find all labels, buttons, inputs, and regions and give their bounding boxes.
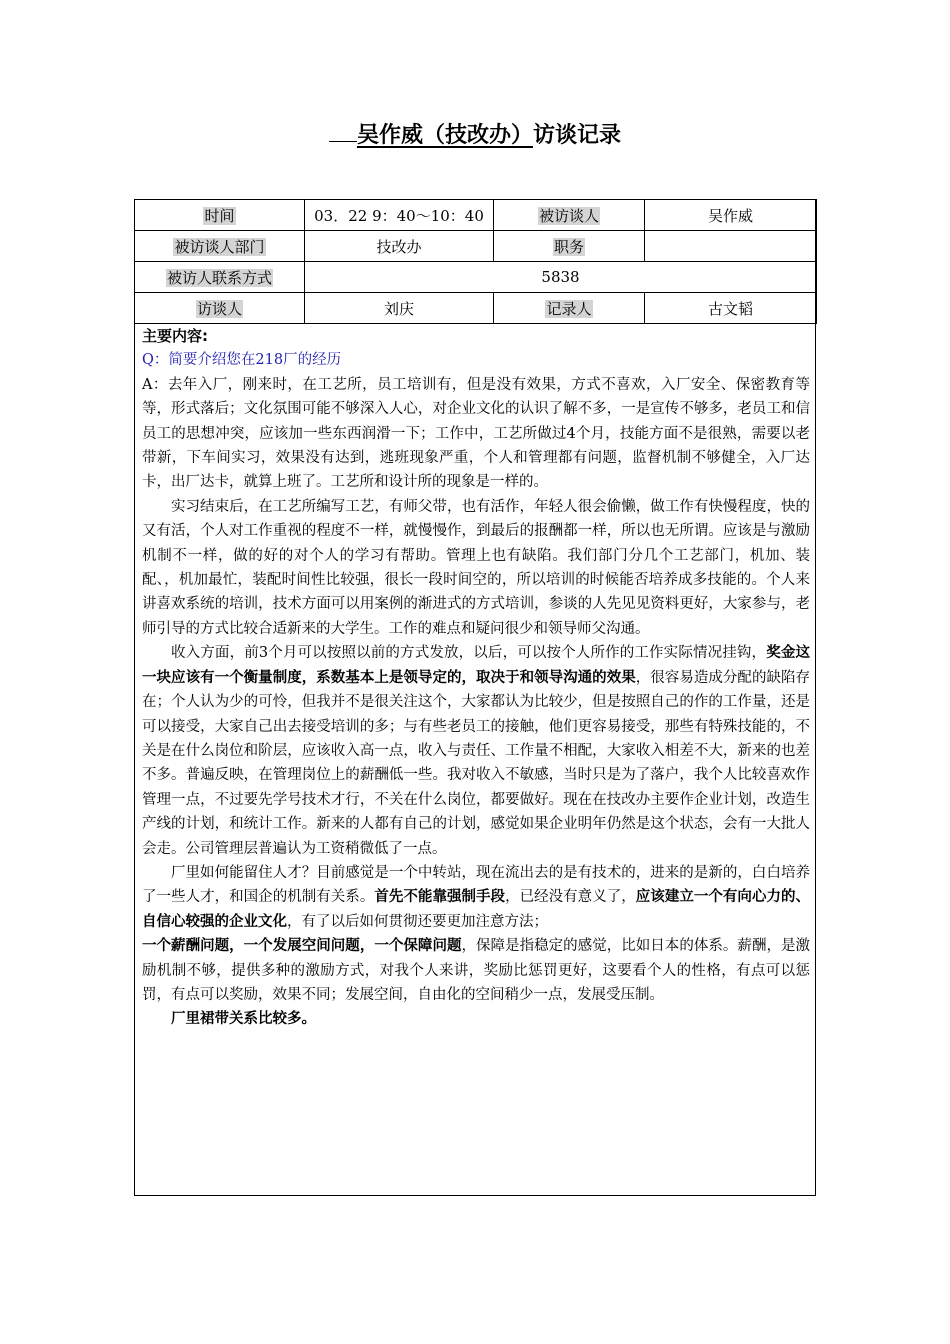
dept-value-cell: 技改办 — [305, 231, 494, 262]
interviewee-label-cell: 被访谈人 — [494, 200, 645, 231]
answer-paragraph-4: 厂里如何能留住人才？目前感觉是一个中转站，现在流出去的是有技术的，进来的是新的，白白培养了一些人才，和国企的机制有关系。首先不能靠强制手段，已经没有意义了，应该建立一个有向心力的、自信心较强的企业文化，有了以后如何贯彻还要更加注意方法； — [142, 864, 811, 930]
recorder-label-cell: 记录人 — [494, 293, 645, 324]
title-underline-lead — [329, 140, 357, 142]
time-value-cell: 03．22 9：40～10：40 — [305, 200, 494, 231]
answer-paragraph-5: 一个薪酬问题，一个发展空间问题，一个保障问题，保障是指稳定的感觉，比如日本的体系。薪酬，是激励机制不够，提供多种的激励方式，对我个人来讲，奖励比惩罚更好，这要看个人的性格，有点可以惩罚，有点可以奖励，效果不同；发展空间，自由化的空间稍少一点，发展受压制。 — [142, 937, 811, 1003]
contact-value-cell: 5838 — [305, 262, 817, 293]
emphasis-no-force: 首先不能靠强制手段 — [374, 888, 506, 906]
answer-paragraph-3: 收入方面，前3个月可以按照以前的方式发放，以后，可以按个人所作的工作实际情况挂钩，奖金这一块应该有一个衡量制度，系数基本上是领导定的，取决于和领导沟通的效果，很容易造成分配的缺陷存在；个人认为少的可怜，但我并不是很关注这个，大家都认为比较少，但是按照自己的作的工作量，还是可以接受，大家自己出去接受培训的多；与有些老员工的接触，他们更容易接受，那些有特殊技能的，不关是在什么岗位和阶层，应该收入高一点，收入与责任、工作量不相配，大家收入相差不大，新来的也差不多。普遍反映，在管理岗位上的薪酬低一些。我对收入不敏感，当时只是为了落户，我个人比较喜欢作管理一点，不过要先学号技术才行，不关在什么岗位，都要做好。现在在技改办主要作企业计划，改造生产线的计划，和统计工作。新来的人都有自己的计划，感觉如果企业明年仍然是这个状态，会有一大批人会走。公司管理层普遍认为工资稍微低了一点。 — [142, 644, 811, 857]
interviewee-value-cell: 吴作威 — [645, 200, 817, 231]
answer-paragraph-6: 厂里裙带关系比较多。 — [171, 1010, 316, 1028]
interviewer-label-cell: 访谈人 — [135, 293, 305, 324]
answer-paragraph-1: A：去年入厂，刚来时，在工艺所，员工培训有，但是没有效果，方式不喜欢，入厂安全、保密教育等等，形式落后；文化氛围可能不够深入人心，对企业文化的认识了解不多，一是宣传不够多，老员工和信员工的思想冲突，应该加一些东西润滑一下；工作中，工艺所做过4个月，技能方面不是很熟，需要以老带新，下车间实习，效果没有达到，逃班现象严重，个人和管理都有问题，监督机制不够健全，入厂达卡，出厂达卡，就算上班了。工艺所和设计所的现象是一样的。 — [142, 376, 810, 491]
interviewer-value-cell: 刘庆 — [305, 293, 494, 324]
answer-paragraph-2: 实习结束后，在工艺所编写工艺，有师父带，也有活作，年轻人很会偷懒，做工作有快慢程度，快的又有活，个人对工作重视的程度不一样，就慢慢作，到最后的报酬都一样，所以也无所谓。应该是与激励机制不一样，做的好的对个人的学习有帮助。管理上也有缺陷。我们部门分几个工艺部门，机加、装配、，机加最忙，装配时间性比较强，很长一段时间空的，所以培训的时候能否培养成多技能的。个人来讲喜欢系统的培训，技术方面可以用案例的渐进式的方式培训，参谈的人先见见资料更好，大家参与，老师引导的方式比较合适新来的大学生。工作的难点和疑问很少和领导师父沟通。 — [142, 498, 810, 637]
position-label-cell: 职务 — [494, 231, 645, 262]
interview-info-table — [134, 199, 817, 324]
question-text: Q：简要介绍您在218厂的经历 — [142, 352, 342, 369]
main-content — [142, 324, 810, 1032]
position-value-cell — [645, 231, 817, 262]
table-row — [135, 293, 817, 324]
recorder-value-cell: 古文韬 — [645, 293, 817, 324]
table-row — [135, 262, 817, 293]
table-row — [135, 231, 817, 262]
emphasis-three-issues: 一个薪酬问题，一个发展空间问题，一个保障问题 — [142, 937, 462, 955]
time-label-cell: 时间 — [135, 200, 305, 231]
page-title — [0, 118, 950, 149]
emphasis-bonus: 奖金这一块应该有一个衡量制度，系数基本上是领导定的，取决于和领导沟通的效果 — [142, 644, 810, 686]
contact-label-cell: 被访人联系方式 — [135, 262, 305, 293]
table-row — [135, 200, 817, 231]
title-name: 吴作威（技改办） — [356, 123, 533, 148]
title-suffix: 访谈记录 — [533, 123, 622, 148]
content-heading: 主要内容: — [142, 327, 208, 345]
dept-label-cell: 被访谈人部门 — [135, 231, 305, 262]
emphasis-culture: 应该建立一个有向心力的、自信心较强的企业文化 — [142, 888, 811, 930]
